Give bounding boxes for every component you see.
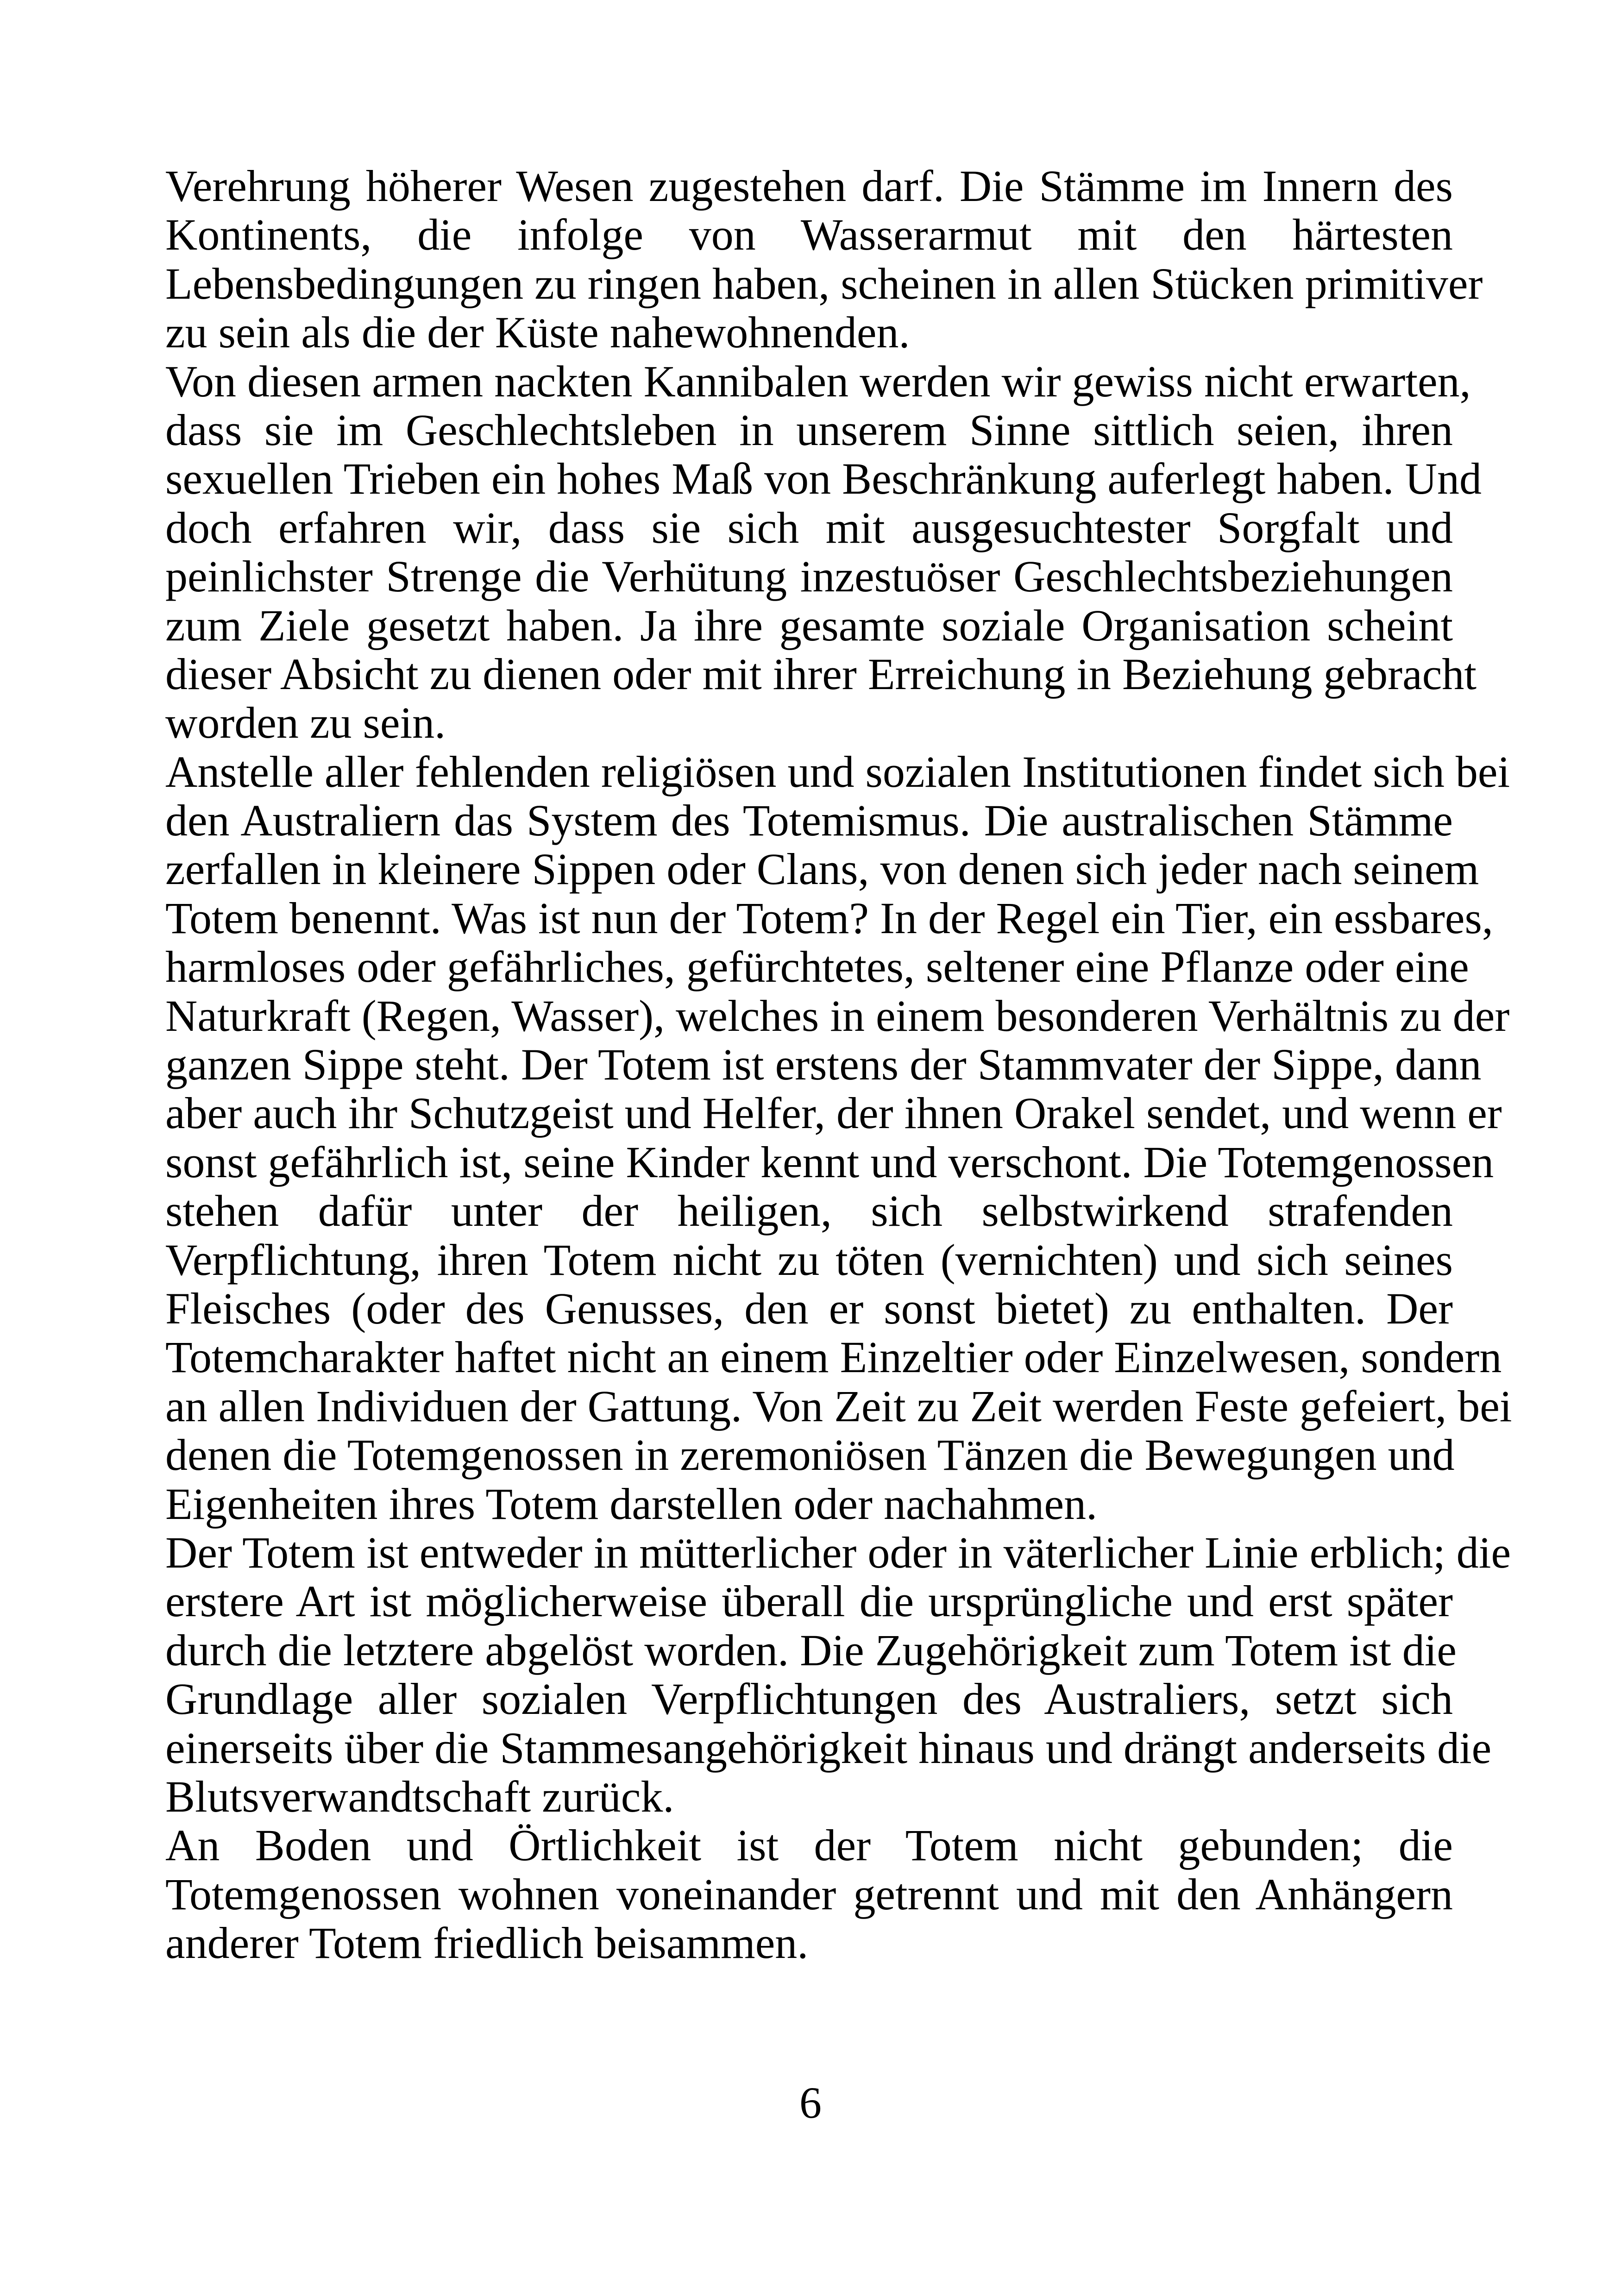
text-line: Verehrung höherer Wesen zugestehen darf. Die Stämme im Innern des xyxy=(165,161,1453,211)
text-line: anderer Totem friedlich beisammen. xyxy=(165,1918,809,1968)
text-line: doch erfahren wir, dass sie sich mit ausgesuchtester Sorgfalt und xyxy=(165,502,1453,552)
paragraph-3 xyxy=(165,747,1512,1529)
text-line: einerseits über die Stammesangehörigkeit hinaus und drängt anderseits die xyxy=(165,1723,1492,1773)
text-line: Totemgenossen wohnen voneinander getrennt und mit den Anhängern xyxy=(165,1869,1453,1919)
text-line: Naturkraft (Regen, Wasser), welches in einem besonderen Verhältnis zu der xyxy=(165,991,1510,1041)
page-number: 6 xyxy=(799,2078,822,2127)
text-line: Eigenheiten ihres Totem darstellen oder nachahmen. xyxy=(165,1479,1098,1529)
text-line: dass sie im Geschlechtsleben in unserem Sinne sittlich seien, ihren xyxy=(165,405,1453,455)
text-line: zum Ziele gesetzt haben. Ja ihre gesamte soziale Organisation scheint xyxy=(165,600,1453,650)
text-line: an allen Individuen der Gattung. Von Zeit zu Zeit werden Feste gefeiert, bei xyxy=(165,1381,1512,1431)
text-line: harmloses oder gefährliches, gefürchtetes, seltener eine Pflanze oder eine xyxy=(165,942,1469,992)
text-line: ganzen Sippe steht. Der Totem ist erstens der Stammvater der Sippe, dann xyxy=(165,1040,1482,1090)
text-line: dieser Absicht zu dienen oder mit ihrer Erreichung in Beziehung gebracht xyxy=(165,649,1477,699)
text-line: Verpflichtung, ihren Totem nicht zu töten (vernichten) und sich seines xyxy=(165,1235,1453,1285)
text-line: worden zu sein. xyxy=(165,698,446,748)
body-text xyxy=(165,161,1512,1968)
text-line: Der Totem ist entweder in mütterlicher oder in väterlicher Linie erblich; die xyxy=(165,1527,1511,1577)
text-line: Anstelle aller fehlenden religiösen und sozialen Institutionen findet sich bei xyxy=(165,747,1510,797)
text-line: stehen dafür unter der heiligen, sich selbstwirkend strafenden xyxy=(165,1186,1453,1236)
text-line: sonst gefährlich ist, seine Kinder kennt und verschont. Die Totemgenossen xyxy=(165,1137,1494,1187)
text-line: zu sein als die der Küste nahewohnenden. xyxy=(165,307,910,358)
text-line: peinlichster Strenge die Verhütung inzestuöser Geschlechtsbeziehungen xyxy=(165,552,1453,602)
text-line: durch die letztere abgelöst worden. Die Zugehörigkeit zum Totem ist die xyxy=(165,1625,1457,1675)
paragraph-4 xyxy=(165,1527,1511,1821)
text-line: Totem benennt. Was ist nun der Totem? In der Regel ein Tier, ein essbares, xyxy=(165,893,1493,943)
text-line: aber auch ihr Schutzgeist und Helfer, der ihnen Orakel sendet, und wenn er xyxy=(165,1088,1502,1138)
text-line: den Australiern das System des Totemismus. Die australischen Stämme xyxy=(165,796,1453,846)
text-line: Grundlage aller sozialen Verpflichtungen des Australiers, setzt sich xyxy=(165,1674,1453,1724)
paragraph-2 xyxy=(165,356,1482,748)
text-line: erstere Art ist möglicherweise überall die ursprüngliche und erst später xyxy=(165,1576,1453,1626)
paragraph-5 xyxy=(165,1821,1453,1967)
text-line: Fleisches (oder des Genusses, den er sonst bietet) zu enthalten. Der xyxy=(165,1283,1453,1333)
text-line: Kontinents, die infolge von Wasserarmut mit den härtesten xyxy=(165,210,1453,260)
paragraph-1 xyxy=(165,161,1483,358)
text-line: An Boden und Örtlichkeit ist der Totem nicht gebunden; die xyxy=(165,1820,1453,1870)
text-line: Von diesen armen nackten Kannibalen werden wir gewiss nicht erwarten, xyxy=(165,356,1471,406)
text-line: Totemcharakter haftet nicht an einem Einzeltier oder Einzelwesen, sondern xyxy=(165,1332,1502,1382)
text-line: zerfallen in kleinere Sippen oder Clans, von denen sich jeder nach seinem xyxy=(165,844,1479,894)
text-line: Lebensbedingungen zu ringen haben, scheinen in allen Stücken primitiver xyxy=(165,258,1483,308)
text-line: Blutsverwandtschaft zurück. xyxy=(165,1771,674,1821)
text-line: denen die Totemgenossen in zeremoniösen Tänzen die Bewegungen und xyxy=(165,1430,1455,1480)
text-line: sexuellen Trieben ein hohes Maß von Beschränkung auferlegt haben. Und xyxy=(165,454,1482,504)
